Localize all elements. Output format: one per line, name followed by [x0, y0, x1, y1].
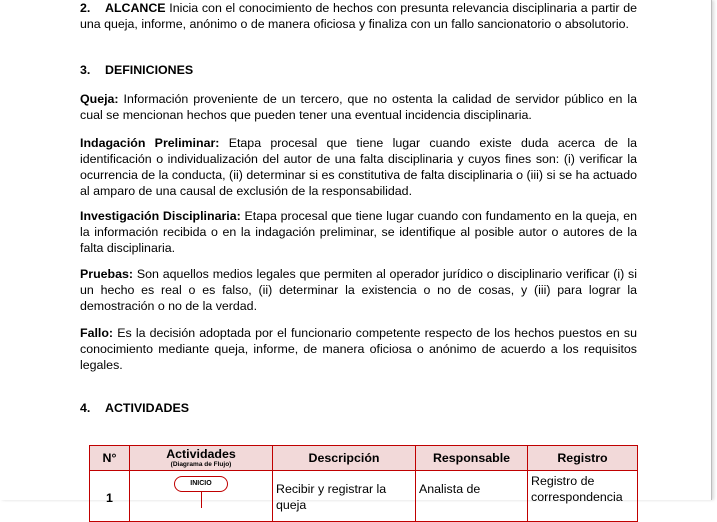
definition-term: Investigación Disciplinaria:	[80, 209, 241, 223]
table-header-row	[90, 446, 638, 471]
heading-actividades	[80, 400, 189, 416]
flow-start-node: INICIO	[174, 476, 228, 492]
section-text: Inicia con el conocimiento de hechos con presunta relevancia disciplinaria a partir de una queja, informe, anónimo o de manera oficiosa y finaliza con un fallo sancionatorio o absolutorio.	[80, 1, 637, 31]
responsable-text: Analista de	[419, 482, 481, 496]
section-number: 3.	[80, 63, 91, 77]
descripcion-text: Recibir y registrar la queja	[276, 482, 387, 512]
header-num: N°	[90, 446, 130, 471]
row-responsable	[416, 471, 528, 522]
table-row	[90, 471, 638, 522]
definition-term: Pruebas:	[80, 267, 134, 281]
definition-text: Es la decisión adoptada por el funcionario competente respecto de los hechos puestos en su conocimiento mediante queja, informe, de manera oficiosa o anónimo de acuerdo a los requisitos legales.	[80, 326, 637, 372]
definition-fallo	[80, 325, 637, 373]
section-alcance	[80, 0, 637, 32]
header-label: Actividades	[166, 446, 236, 461]
heading-definiciones	[80, 62, 193, 78]
header-registro: Registro	[528, 446, 638, 471]
section-number: 4.	[80, 401, 91, 415]
header-sublabel: (Diagrama de Flujo)	[170, 460, 232, 468]
definition-text: Información proveniente de un tercero, que no ostenta la calidad de servidor público en la cual se mencionan hechos que pueden tener una eventual incidencia disciplinaria.	[80, 92, 637, 122]
definition-text: Etapa procesal que tiene lugar cuando con fundamento en la queja, en la información recibida o en la indagación preliminar, se identifique al posible autor o autores de la falta disciplinaria.	[80, 209, 637, 255]
definition-pruebas	[80, 266, 637, 314]
definition-text: Etapa procesal que tiene lugar cuando existe duda acerca de la identificación o individualización del autor de una falta disciplinaria y cuyos fines son: (i) verificar la ocurrencia de la conducta, (ii) determinar si es constitutiva de falta disciplinaria o (iii) si se ha actuado al amparo de una causal de exclusión de la responsabilidad.	[80, 136, 637, 198]
section-title: ALCANCE	[105, 1, 166, 15]
row-flow-cell	[130, 471, 273, 522]
section-title: ACTIVIDADES	[105, 401, 189, 415]
header-actividades	[130, 446, 273, 471]
definition-indagacion	[80, 135, 637, 199]
definition-investigacion	[80, 208, 637, 256]
row-descripcion	[273, 471, 416, 522]
definition-text: Son aquellos medios legales que permiten al operador jurídico o disciplinario verificar (i) si un hecho es real o es falso, (ii) determinar la existencia o no de cosas, y (iii) para lograr la demostración o no de la verdad.	[80, 267, 637, 313]
section-number: 2.	[80, 1, 91, 15]
activities-table	[89, 445, 638, 522]
definition-term: Queja:	[80, 92, 119, 106]
header-responsable: Responsable	[416, 446, 528, 471]
section-title: DEFINICIONES	[105, 63, 194, 77]
row-number: 1	[90, 471, 130, 522]
flow-connector	[201, 492, 202, 508]
definition-term: Fallo:	[80, 326, 114, 340]
registro-text: Registro de correspondencia	[531, 474, 623, 504]
header-descripcion: Descripción	[273, 446, 416, 471]
definition-queja	[80, 91, 637, 123]
row-registro	[528, 471, 638, 522]
definition-term: Indagación Preliminar:	[80, 136, 220, 150]
